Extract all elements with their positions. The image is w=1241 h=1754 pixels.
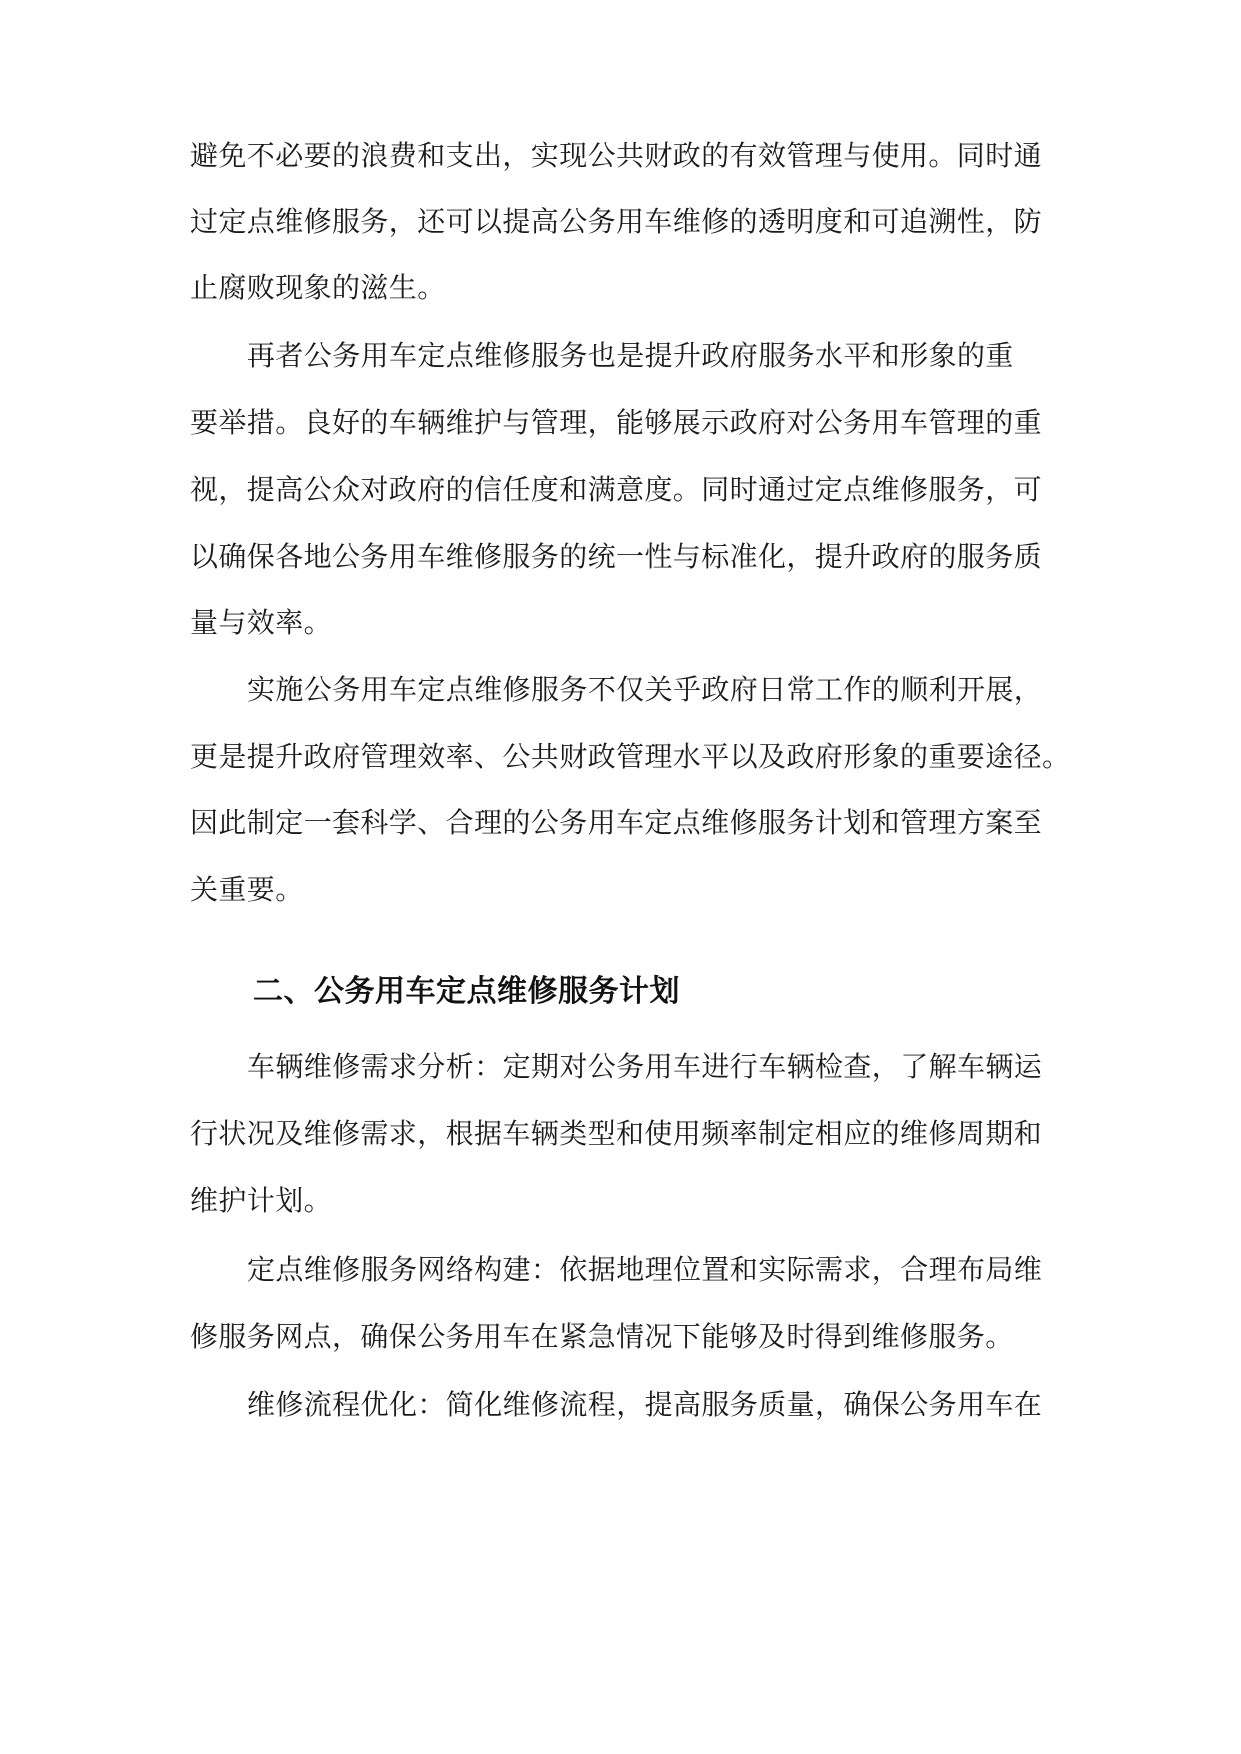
section-paragraph-1-line-3: 维护计划。 bbox=[190, 1184, 333, 1217]
section-paragraph-1-line-1: 车辆维修需求分析：定期对公务用车进行车辆检查，了解车辆运 bbox=[247, 1050, 1043, 1083]
section-paragraph-2-line-2: 修服务网点，确保公务用车在紧急情况下能够及时得到维修服务。 bbox=[190, 1320, 1014, 1353]
paragraph-3-line-1: 实施公务用车定点维修服务不仅关乎政府日常工作的顺利开展， bbox=[247, 673, 1043, 706]
paragraph-3-line-2: 更是提升政府管理效率、公共财政管理水平以及政府形象的重要途径。 bbox=[190, 740, 1071, 773]
paragraph-1-line-2: 过定点维修服务，还可以提高公务用车维修的透明度和可追溯性，防 bbox=[190, 205, 1043, 238]
section-paragraph-1-line-2: 行状况及维修需求，根据车辆类型和使用频率制定相应的维修周期和 bbox=[190, 1117, 1043, 1150]
paragraph-1-line-3: 止腐败现象的滋生。 bbox=[190, 271, 446, 304]
paragraph-2-line-1: 再者公务用车定点维修服务也是提升政府服务水平和形象的重 bbox=[247, 339, 1014, 372]
paragraph-3-line-4: 关重要。 bbox=[190, 873, 304, 906]
paragraph-2-line-5: 量与效率。 bbox=[190, 606, 333, 639]
paragraph-2-line-4: 以确保各地公务用车维修服务的统一性与标准化，提升政府的服务质 bbox=[190, 540, 1043, 573]
paragraph-3-line-3: 因此制定一套科学、合理的公务用车定点维修服务计划和管理方案至 bbox=[190, 806, 1043, 839]
section-heading: 二、公务用车定点维修服务计划 bbox=[253, 974, 680, 1009]
section-paragraph-2-line-1: 定点维修服务网络构建：依据地理位置和实际需求，合理布局维 bbox=[247, 1253, 1043, 1286]
paragraph-1-line-1: 避免不必要的浪费和支出，实现公共财政的有效管理与使用。同时通 bbox=[190, 139, 1043, 172]
paragraph-2-line-3: 视，提高公众对政府的信任度和满意度。同时通过定点维修服务，可 bbox=[190, 473, 1043, 506]
paragraph-2-line-2: 要举措。良好的车辆维护与管理，能够展示政府对公务用车管理的重 bbox=[190, 406, 1043, 439]
section-paragraph-3-line-1: 维修流程优化：简化维修流程，提高服务质量，确保公务用车在 bbox=[247, 1388, 1043, 1421]
